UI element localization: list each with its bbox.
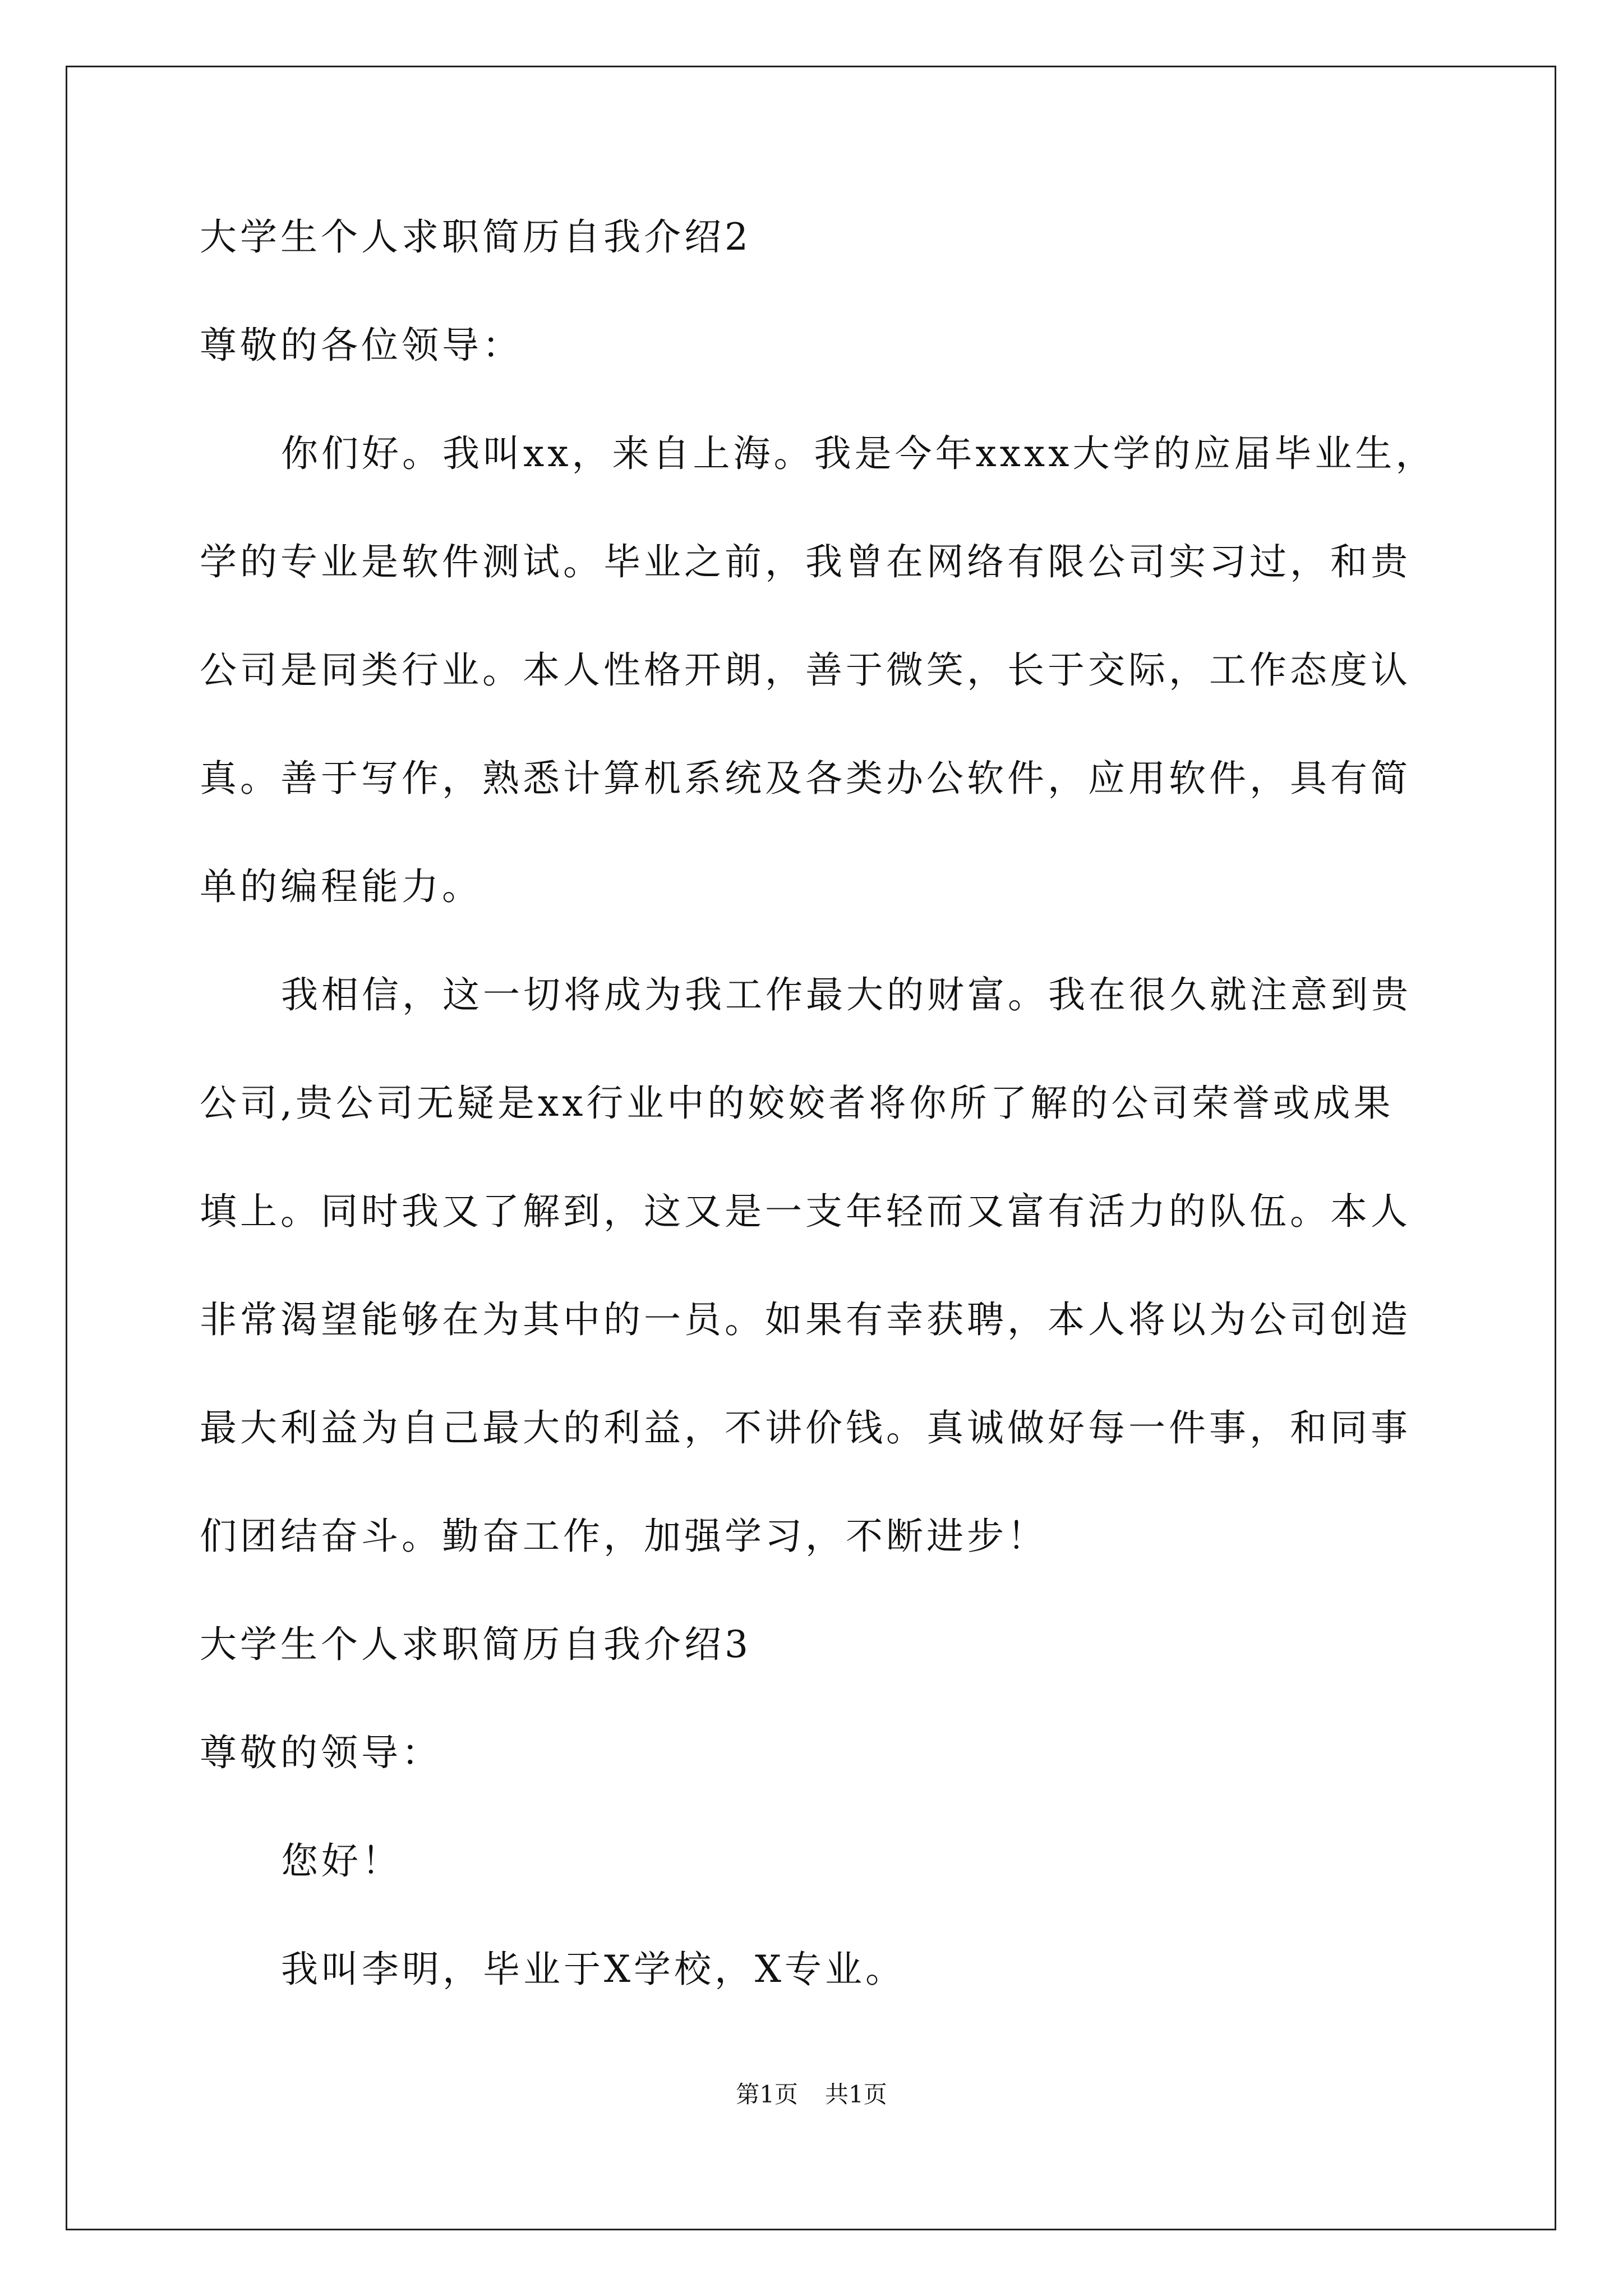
document-body: [200, 215, 1436, 1991]
paragraph-line: 最大利益为自己最大的利益，不讲价钱。真诚做好每一件事，和同事: [200, 1406, 1411, 1450]
page-number: 第1页: [736, 2081, 798, 2108]
page-footer: [0, 2083, 1623, 2106]
paragraph-line: 我叫李明，毕业于X学校，X专业。: [281, 1948, 906, 1991]
paragraph-line: 你们好。我叫xx，来自上海。我是今年xxxx大学的应届毕业生，: [281, 432, 1436, 475]
paragraph-line: 公司是同类行业。本人性格开朗，善于微笑，长于交际，工作态度认: [200, 648, 1411, 692]
paragraph-line: 我相信，这一切将成为我工作最大的财富。我在很久就注意到贵: [281, 973, 1412, 1016]
paragraph-line: 填上。同时我又了解到，这又是一支年轻而又富有活力的队伍。本人: [200, 1190, 1411, 1233]
greeting: 您好！: [281, 1839, 402, 1883]
paragraph-line: 单的编程能力。: [200, 865, 482, 908]
salutation: 尊敬的领导：: [200, 1731, 442, 1774]
section-title: 大学生个人求职简历自我介绍3: [200, 1623, 751, 1666]
section-title: 大学生个人求职简历自我介绍2: [200, 215, 751, 259]
salutation: 尊敬的各位领导：: [200, 324, 523, 367]
paragraph-line: 公司,贵公司无疑是xx行业中的姣姣者将你所了解的公司荣誉或成果: [200, 1082, 1394, 1125]
paragraph-line: 学的专业是软件测试。毕业之前，我曾在网络有限公司实习过，和贵: [200, 540, 1411, 583]
paragraph-line: 真。善于写作，熟悉计算机系统及各类办公软件，应用软件，具有简: [200, 757, 1411, 800]
total-pages: 共1页: [825, 2081, 887, 2108]
paragraph-line: 们团结奋斗。勤奋工作，加强学习，不断进步！: [200, 1515, 1048, 1558]
paragraph-line: 非常渴望能够在为其中的一员。如果有幸获聘，本人将以为公司创造: [200, 1298, 1411, 1341]
